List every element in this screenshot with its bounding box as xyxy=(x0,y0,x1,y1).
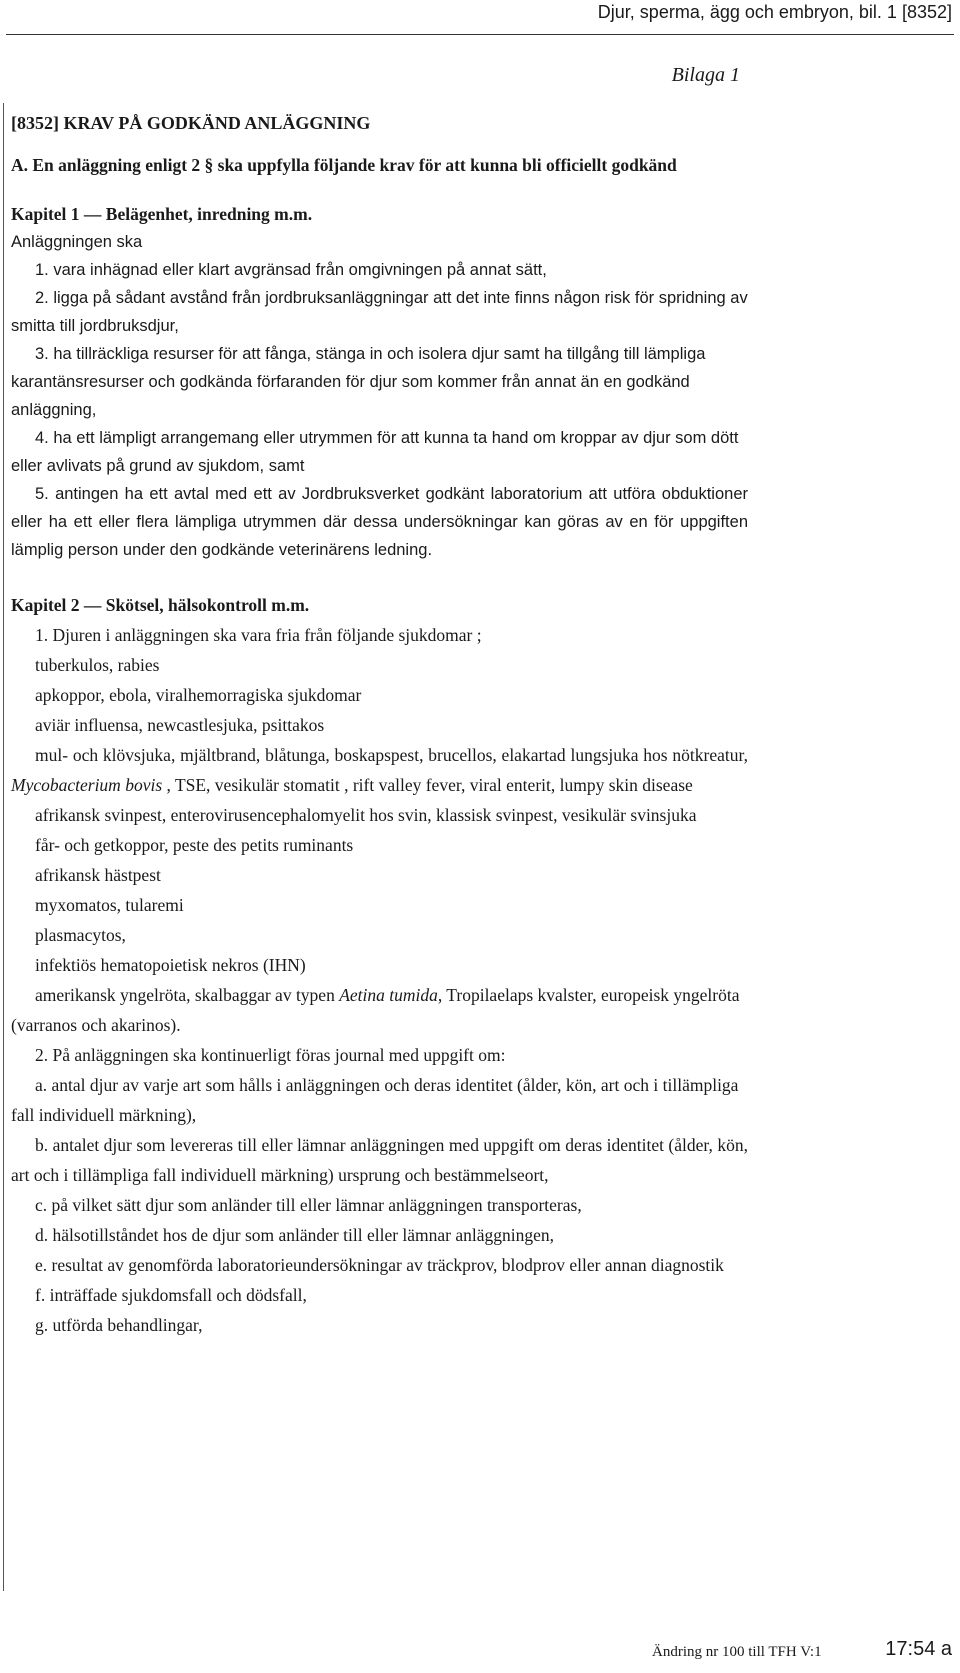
disease-group-7: afrikansk hästpest xyxy=(35,865,161,885)
section-a-heading: A. En anläggning enligt 2 § ska uppfylla följande krav för att kunna bli officiellt godkänd xyxy=(11,155,677,175)
document-title: [8352] KRAV PÅ GODKÄND ANLÄGGNING xyxy=(11,113,371,133)
disease-group-4 xyxy=(11,740,748,800)
disease-group-1: tuberkulos, rabies xyxy=(35,655,160,675)
disease-group-4-part-a: mul- och klövsjuka, mjältbrand, blåtunga, boskapspest, brucellos, elakartad lungsjuka hos nötkreatur, xyxy=(35,745,748,765)
chapter-1-body xyxy=(11,228,748,564)
chapter-1-item-4: 4. ha ett lämpligt arrangemang eller utrymmen för att kunna ta hand om kroppar av djur som dött eller avlivats på grund av sjukdom, samt xyxy=(11,429,739,475)
amendment-note: Ändring nr 100 till TFH V:1 xyxy=(652,1644,822,1660)
chapter-1-intro: Anläggningen ska xyxy=(11,233,143,251)
disease-group-10: infektiös hematopoietisk nekros (IHN) xyxy=(35,955,306,975)
journal-item-e: e. resultat av genomförda laboratorieundersökningar av träckprov, blodprov eller annan diagnostik xyxy=(35,1255,724,1275)
annex-label: Bilaga 1 xyxy=(671,64,740,86)
journal-item-g: g. utförda behandlingar, xyxy=(35,1315,203,1335)
disease-group-11-italic: Aetina tumida xyxy=(339,985,438,1005)
chapter-2-item-2-intro: 2. På anläggningen ska kontinuerligt föras journal med uppgift om: xyxy=(35,1045,506,1065)
disease-group-4-part-b: , TSE, vesikulär stomatit , rift valley fever, viral enterit, lumpy skin disease xyxy=(162,775,693,795)
journal-item-a: a. antal djur av varje art som hålls i anläggningen och deras identitet (ålder, kön, art och i tillämpliga fall individuell märkning), xyxy=(11,1075,739,1125)
header-divider xyxy=(6,34,954,35)
journal-item-d: d. hälsotillståndet hos de djur som anländer till eller lämnar anläggningen, xyxy=(35,1225,555,1245)
chapter-1-item-3: 3. ha tillräckliga resurser för att fånga, stänga in och isolera djur samt ha tillgång till lämpliga karantänsresurser och godkända förfaranden för djur som kommer från annat än en godkänd anläggning, xyxy=(11,345,706,419)
chapter-2-body xyxy=(11,620,748,1340)
chapter-1-title: Kapitel 1 — Belägenhet, inredning m.m. xyxy=(11,204,313,224)
disease-group-2: apkoppor, ebola, viralhemorragiska sjukdomar xyxy=(35,685,362,705)
running-header: Djur, sperma, ägg och embryon, bil. 1 [8352] xyxy=(597,2,952,22)
chapter-1-item-5: 5. antingen ha ett avtal med ett av Jordbruksverket godkänt laboratorium att utföra obduktioner eller ha ett eller flera lämpliga utrymmen där dessa undersökningar kan göras av en för uppgiften lämplig person under den godkände veterinärens ledning. xyxy=(11,485,748,559)
disease-group-9: plasmacytos, xyxy=(35,925,126,945)
left-margin-rule xyxy=(3,103,4,1591)
disease-group-6: får- och getkoppor, peste des petits ruminants xyxy=(35,835,354,855)
document-body xyxy=(11,108,748,1340)
disease-group-3: aviär influensa, newcastlesjuka, psittakos xyxy=(35,715,325,735)
page-number: 17:54 a xyxy=(885,1638,952,1660)
disease-group-5: afrikansk svinpest, enterovirusencephalomyelit hos svin, klassisk svinpest, vesikulär svinsjuka xyxy=(35,805,697,825)
chapter-1-item-2: 2. ligga på sådant avstånd från jordbruksanläggningar att det inte finns någon risk för spridning av smitta till jordbruksdjur, xyxy=(11,289,748,335)
chapter-2-item-1-intro: 1. Djuren i anläggningen ska vara fria från följande sjukdomar ; xyxy=(35,625,482,645)
journal-item-b: b. antalet djur som levereras till eller lämnar anläggningen med uppgift om deras identitet (ålder, kön, art och i tillämpliga fall individuell märkning) ursprung och bestämmelseort, xyxy=(11,1135,748,1185)
journal-item-f: f. inträffade sjukdomsfall och dödsfall, xyxy=(35,1285,307,1305)
disease-group-4-italic: Mycobacterium bovis xyxy=(11,775,163,795)
disease-group-11-part-a: amerikansk yngelröta, skalbaggar av typen xyxy=(35,985,340,1005)
journal-item-c: c. på vilket sätt djur som anländer till eller lämnar anläggningen transporteras, xyxy=(35,1195,582,1215)
disease-group-11-part-b: , Tropilaelaps kvalster, europeisk yngelröta (varranos och akarinos). xyxy=(11,985,740,1035)
chapter-2-title: Kapitel 2 — Skötsel, hälsokontroll m.m. xyxy=(11,595,310,615)
disease-group-8: myxomatos, tularemi xyxy=(35,895,184,915)
disease-group-11 xyxy=(11,980,748,1040)
chapter-1-item-1: 1. vara inhägnad eller klart avgränsad från omgivningen på annat sätt, xyxy=(35,261,547,279)
